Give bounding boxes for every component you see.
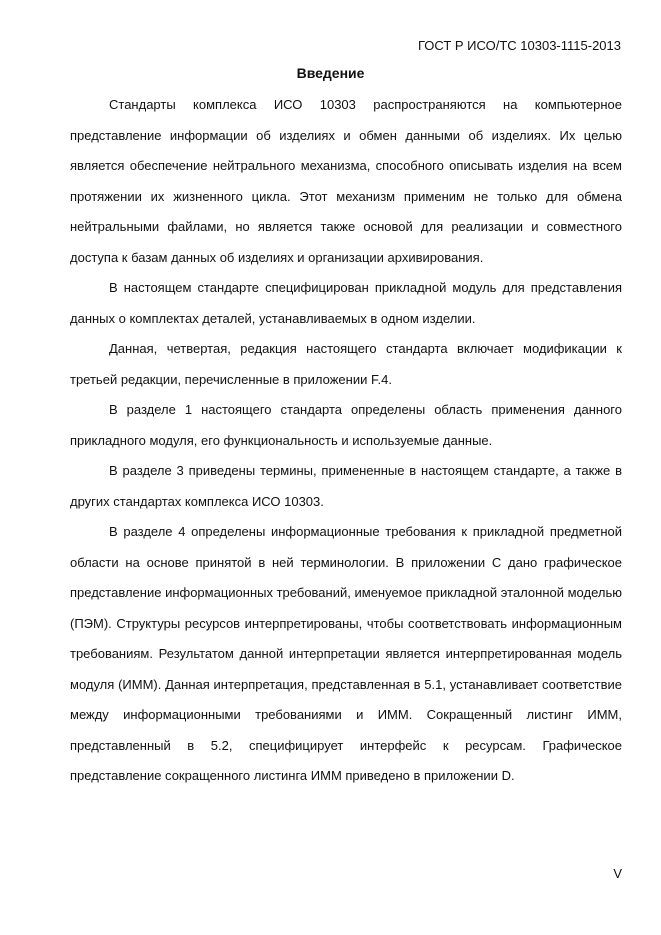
paragraph-section-3: В разделе 3 приведены термины, примененные в настоящем стандарте, а также в других стандартах комплекса ИСО 10303. xyxy=(70,463,622,509)
paragraph-edition-info: Данная, четвертая, редакция настоящего стандарта включает модификации к третьей редакции, перечисленные в приложении F.4. xyxy=(70,341,622,387)
document-body xyxy=(70,90,622,792)
paragraph-intro-scope: Стандарты комплекса ИСО 10303 распространяются на компьютерное представление информации об изделиях и обмен данными об изделиях. Их целью является обеспечение нейтрального механизма, способного описывать изделия на всем протяжении их жизненного цикла. Этот механизм применим не только для обмена нейтральными файлами, но является также основой для реализации и совместного доступа к базам данных об изделиях и организации архивирования. xyxy=(70,97,622,265)
section-title: Введение xyxy=(296,65,365,81)
paragraph-section-1: В разделе 1 настоящего стандарта определены область применения данного прикладного модуля, его функциональность и используемые данные. xyxy=(70,402,622,448)
paragraph-section-4: В разделе 4 определены информационные требования к прикладной предметной области на основе принятой в ней терминологии. В приложении C дано графическое представление информационных требований, именуемое прикладной эталонной моделью (ПЭМ). Структуры ресурсов интерпретированы, чтобы соответствовать информационным требованиям. Результатом данной интерпретации является интерпретированная модель модуля (ИММ). Данная интерпретация, представленная в 5.1, устанавливает соответствие между информационными требованиями и ИММ. Сокращенный листинг ИММ, представленный в 5.2, специфицирует интерфейс к ресурсам. Графическое представление сокращенного листинга ИММ приведено в приложении D. xyxy=(70,524,622,783)
paragraph-module-purpose: В настоящем стандарте специфицирован прикладной модуль для представления данных о комплектах деталей, устанавливаемых в одном изделии. xyxy=(70,280,622,326)
standard-code-header: ГОСТ Р ИСО/ТС 10303-1115-2013 xyxy=(417,38,621,53)
page-number: V xyxy=(613,866,622,881)
